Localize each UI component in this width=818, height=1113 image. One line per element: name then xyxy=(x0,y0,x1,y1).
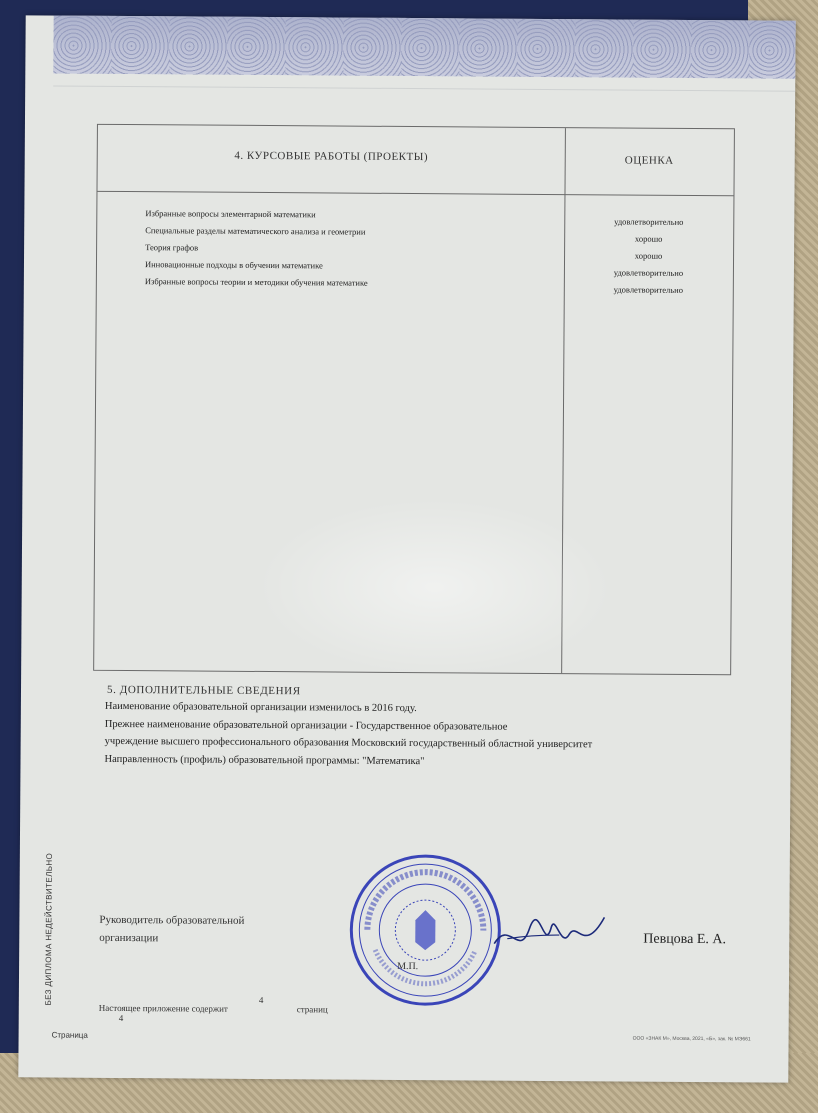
grade-list xyxy=(564,213,734,299)
info-line: Направленность (профиль) образовательной программы: "Математика" xyxy=(104,753,425,767)
grade-item: хорошо xyxy=(634,250,663,261)
signature xyxy=(489,899,609,970)
official-seal xyxy=(345,850,506,1011)
info-line: Прежнее наименование образовательной организации - Государственное образовательное xyxy=(104,718,508,733)
head-label xyxy=(99,911,244,948)
page-number: 4 xyxy=(118,1012,124,1024)
page-label: Страница xyxy=(51,1030,88,1040)
guilloche-border xyxy=(53,16,795,79)
head-label-line: организации xyxy=(99,931,159,945)
info-line: учреждение высшего профессионального образования Московский государственный областной университет xyxy=(104,735,593,751)
grade-item: удовлетворительно xyxy=(613,284,684,295)
grade-item: удовлетворительно xyxy=(614,216,684,227)
course-item: Избранные вопросы теории и методики обучения математике xyxy=(144,276,368,288)
pages-count: 4 xyxy=(258,994,264,1006)
watermark xyxy=(254,496,615,679)
seal-place-label: М.П. xyxy=(397,960,419,973)
printer-info: ООО «ЗНАК М», Москва, 2021, «Б», зак. № МЭ661 xyxy=(632,1035,751,1043)
top-edge-line xyxy=(53,86,795,92)
coursework-table xyxy=(93,124,735,675)
grade-item: хорошо xyxy=(634,233,663,244)
validity-note: БЕЗ ДИПЛОМА НЕДЕЙСТВИТЕЛЬНО xyxy=(43,852,54,1006)
grade-item: удовлетворительно xyxy=(613,267,684,278)
section4-title: 4. КУРСОВЫЕ РАБОТЫ (ПРОЕКТЫ) xyxy=(234,149,429,164)
diploma-supplement-page xyxy=(18,15,795,1082)
additional-info xyxy=(104,698,592,771)
section5-title: 5. ДОПОЛНИТЕЛЬНЫЕ СВЕДЕНИЯ xyxy=(106,683,301,698)
info-line: Наименование образовательной организации изменилось в 2016 году. xyxy=(104,700,417,715)
pages-text: Настоящее приложение содержит xyxy=(98,1002,228,1014)
course-list xyxy=(145,205,368,292)
head-name: Певцова Е. А. xyxy=(643,931,727,948)
course-item: Инновационные подходы в обучении математике xyxy=(144,259,323,271)
course-item: Избранные вопросы элементарной математики xyxy=(145,208,316,220)
course-item: Специальные разделы математического анализа и геометрии xyxy=(145,225,366,237)
head-label-line: Руководитель образовательной xyxy=(99,913,245,927)
pages-word: страниц xyxy=(296,1004,328,1015)
grade-header: ОЦЕНКА xyxy=(624,154,674,167)
course-item: Теория графов xyxy=(145,242,199,253)
header-divider xyxy=(97,191,733,196)
